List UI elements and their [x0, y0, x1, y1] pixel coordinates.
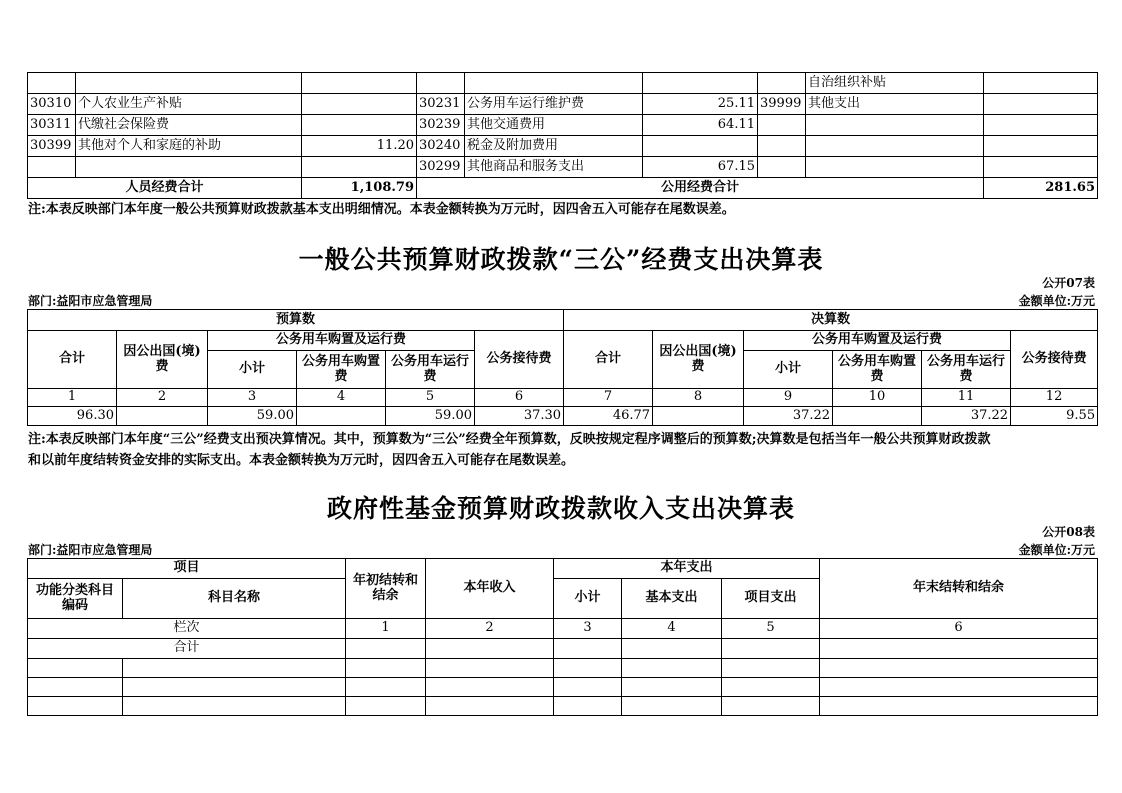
table-cell: 96.30: [28, 407, 117, 426]
table-cell: 67.15: [643, 157, 758, 178]
table-cell: [984, 136, 1098, 157]
table-cell: [984, 94, 1098, 115]
header-function-code: 功能分类科目编码: [28, 579, 123, 619]
header-total: 合计: [28, 331, 117, 389]
column-number: 4: [622, 619, 722, 639]
header-car: 公务用车购置及运行费: [744, 331, 1011, 351]
table-cell: [302, 157, 417, 178]
table3-code: 公开08表: [1042, 525, 1095, 539]
header-abroad: 因公出国(境)费: [117, 331, 208, 389]
column-number-row: [28, 389, 1098, 407]
table3-dept: 部门:益阳市应急管理局: [28, 543, 153, 557]
total-row: [28, 178, 1098, 199]
column-number: 9: [744, 389, 833, 407]
table-cell: [302, 94, 417, 115]
table-cell: 税金及附加费用: [465, 136, 643, 157]
table-cell: [758, 136, 806, 157]
table-cell: 30231: [417, 94, 465, 115]
header-expense: 本年支出: [554, 559, 820, 579]
header-subtotal: 小计: [744, 351, 833, 389]
table-row: [28, 678, 1098, 697]
total-label: 合计: [28, 639, 346, 659]
table-cell: 其他交通费用: [465, 115, 643, 136]
header-begin-balance: 年初结转和结余: [346, 559, 426, 619]
table-header-row: [28, 331, 1098, 351]
header-subtotal: 小计: [554, 579, 622, 619]
column-number: 3: [208, 389, 297, 407]
column-number: 6: [475, 389, 564, 407]
table-cell: 30311: [28, 115, 76, 136]
table-cell: 30239: [417, 115, 465, 136]
table-cell: 30240: [417, 136, 465, 157]
table3-unit: 金额单位:万元: [1018, 543, 1095, 557]
table-cell: 25.11: [643, 94, 758, 115]
total-personnel-value: 1,108.79: [302, 178, 417, 199]
table-cell: 30310: [28, 94, 76, 115]
header-subtotal: 小计: [208, 351, 297, 389]
government-fund-table: [27, 558, 1098, 716]
header-income: 本年收入: [426, 559, 554, 619]
table-row: [28, 73, 1098, 94]
three-public-expense-table: [27, 309, 1098, 426]
table-row: [28, 407, 1098, 426]
table-cell: [806, 157, 984, 178]
table-cell: [28, 157, 76, 178]
header-total: 合计: [564, 331, 653, 389]
column-number: 11: [922, 389, 1011, 407]
table-cell: 39999: [758, 94, 806, 115]
column-number: 8: [653, 389, 744, 407]
header-end-balance: 年末结转和结余: [820, 559, 1098, 619]
table-cell: 46.77: [564, 407, 653, 426]
row-label: 栏次: [28, 619, 346, 639]
table-cell: 11.20: [302, 136, 417, 157]
header-car-running: 公务用车运行费: [922, 351, 1011, 389]
table-cell: [117, 407, 208, 426]
table-cell: [833, 407, 922, 426]
table-row: [28, 659, 1098, 678]
table-cell: 其他支出: [806, 94, 984, 115]
table-cell: 37.22: [922, 407, 1011, 426]
header-reception: 公务接待费: [475, 331, 564, 389]
table-cell: [76, 157, 302, 178]
column-number: 2: [426, 619, 554, 639]
column-number: 3: [554, 619, 622, 639]
table-cell: 其他对个人和家庭的补助: [76, 136, 302, 157]
budget-header: 预算数: [28, 310, 564, 331]
column-number: 7: [564, 389, 653, 407]
column-number: 4: [297, 389, 386, 407]
table-cell: 37.30: [475, 407, 564, 426]
header-subject-name: 科目名称: [123, 579, 346, 619]
table-cell: 59.00: [208, 407, 297, 426]
column-number-row: [28, 619, 1098, 639]
table1-note: 注:本表反映部门本年度一般公共预算财政拨款基本支出明细情况。本表金额转换为万元时，因四舍五入可能存在尾数误差。: [28, 202, 735, 217]
table-cell: 代缴社会保险费: [76, 115, 302, 136]
table-header-row: [28, 559, 1098, 579]
table2-title: 一般公共预算财政拨款“三公”经费支出决算表: [298, 245, 824, 274]
table-cell: [302, 115, 417, 136]
table-cell: 公务用车运行维护费: [465, 94, 643, 115]
column-number: 1: [28, 389, 117, 407]
table-row: [28, 115, 1098, 136]
table-cell: [297, 407, 386, 426]
table-cell: 30399: [28, 136, 76, 157]
column-number: 2: [117, 389, 208, 407]
column-number: 6: [820, 619, 1098, 639]
table2-dept: 部门:益阳市应急管理局: [28, 294, 153, 308]
table2-note: [28, 429, 991, 471]
column-number: 5: [722, 619, 820, 639]
table-cell: 个人农业生产补贴: [76, 94, 302, 115]
header-car-purchase: 公务用车购置费: [297, 351, 386, 389]
total-public-value: 281.65: [984, 178, 1098, 199]
header-car-purchase: 公务用车购置费: [833, 351, 922, 389]
table-cell: [653, 407, 744, 426]
table-cell: 9.55: [1011, 407, 1098, 426]
final-header: 决算数: [564, 310, 1098, 331]
table-cell: [758, 115, 806, 136]
total-personnel-label: 人员经费合计: [28, 178, 302, 199]
table3-title: 政府性基金预算财政拨款收入支出决算表: [326, 494, 795, 523]
table2-note-line2: 和以前年度结转资金安排的实际支出。本表金额转换为万元时，因四舍五入可能存在尾数误差。: [28, 453, 575, 468]
table-row: [28, 697, 1098, 716]
table-cell: [984, 115, 1098, 136]
header-reception: 公务接待费: [1011, 331, 1098, 389]
table-cell: 37.22: [744, 407, 833, 426]
header-car-running: 公务用车运行费: [386, 351, 475, 389]
table-cell: 59.00: [386, 407, 475, 426]
table-cell: [806, 115, 984, 136]
column-number: 12: [1011, 389, 1098, 407]
table-cell: 其他商品和服务支出: [465, 157, 643, 178]
table-cell: [643, 136, 758, 157]
header-item: 项目: [28, 559, 346, 579]
column-number: 10: [833, 389, 922, 407]
total-row: [28, 639, 1098, 659]
column-number: 5: [386, 389, 475, 407]
header-project-expense: 项目支出: [722, 579, 820, 619]
total-public-label: 公用经费合计: [417, 178, 984, 199]
table-row: [28, 136, 1098, 157]
table-cell: [984, 157, 1098, 178]
table2-unit: 金额单位:万元: [1018, 294, 1095, 308]
header-car: 公务用车购置及运行费: [208, 331, 475, 351]
header-basic-expense: 基本支出: [622, 579, 722, 619]
table-header-row: [28, 310, 1098, 331]
table-cell: 自治组织补贴: [806, 73, 984, 94]
table-row: [28, 157, 1098, 178]
column-number: 1: [346, 619, 426, 639]
table-cell: [758, 157, 806, 178]
header-abroad: 因公出国(境)费: [653, 331, 744, 389]
table-row: [28, 94, 1098, 115]
table2-code: 公开07表: [1042, 276, 1095, 290]
table-cell: 64.11: [643, 115, 758, 136]
basic-expenditure-table: [27, 72, 1098, 199]
table-cell: 30299: [417, 157, 465, 178]
table-cell: [806, 136, 984, 157]
table2-note-line1: 注:本表反映部门本年度“三公”经费支出预决算情况。其中，预算数为“三公”经费全年预算数，反映按规定程序调整后的预算数;决算数是包括当年一般公共预算财政拨款: [28, 432, 991, 447]
